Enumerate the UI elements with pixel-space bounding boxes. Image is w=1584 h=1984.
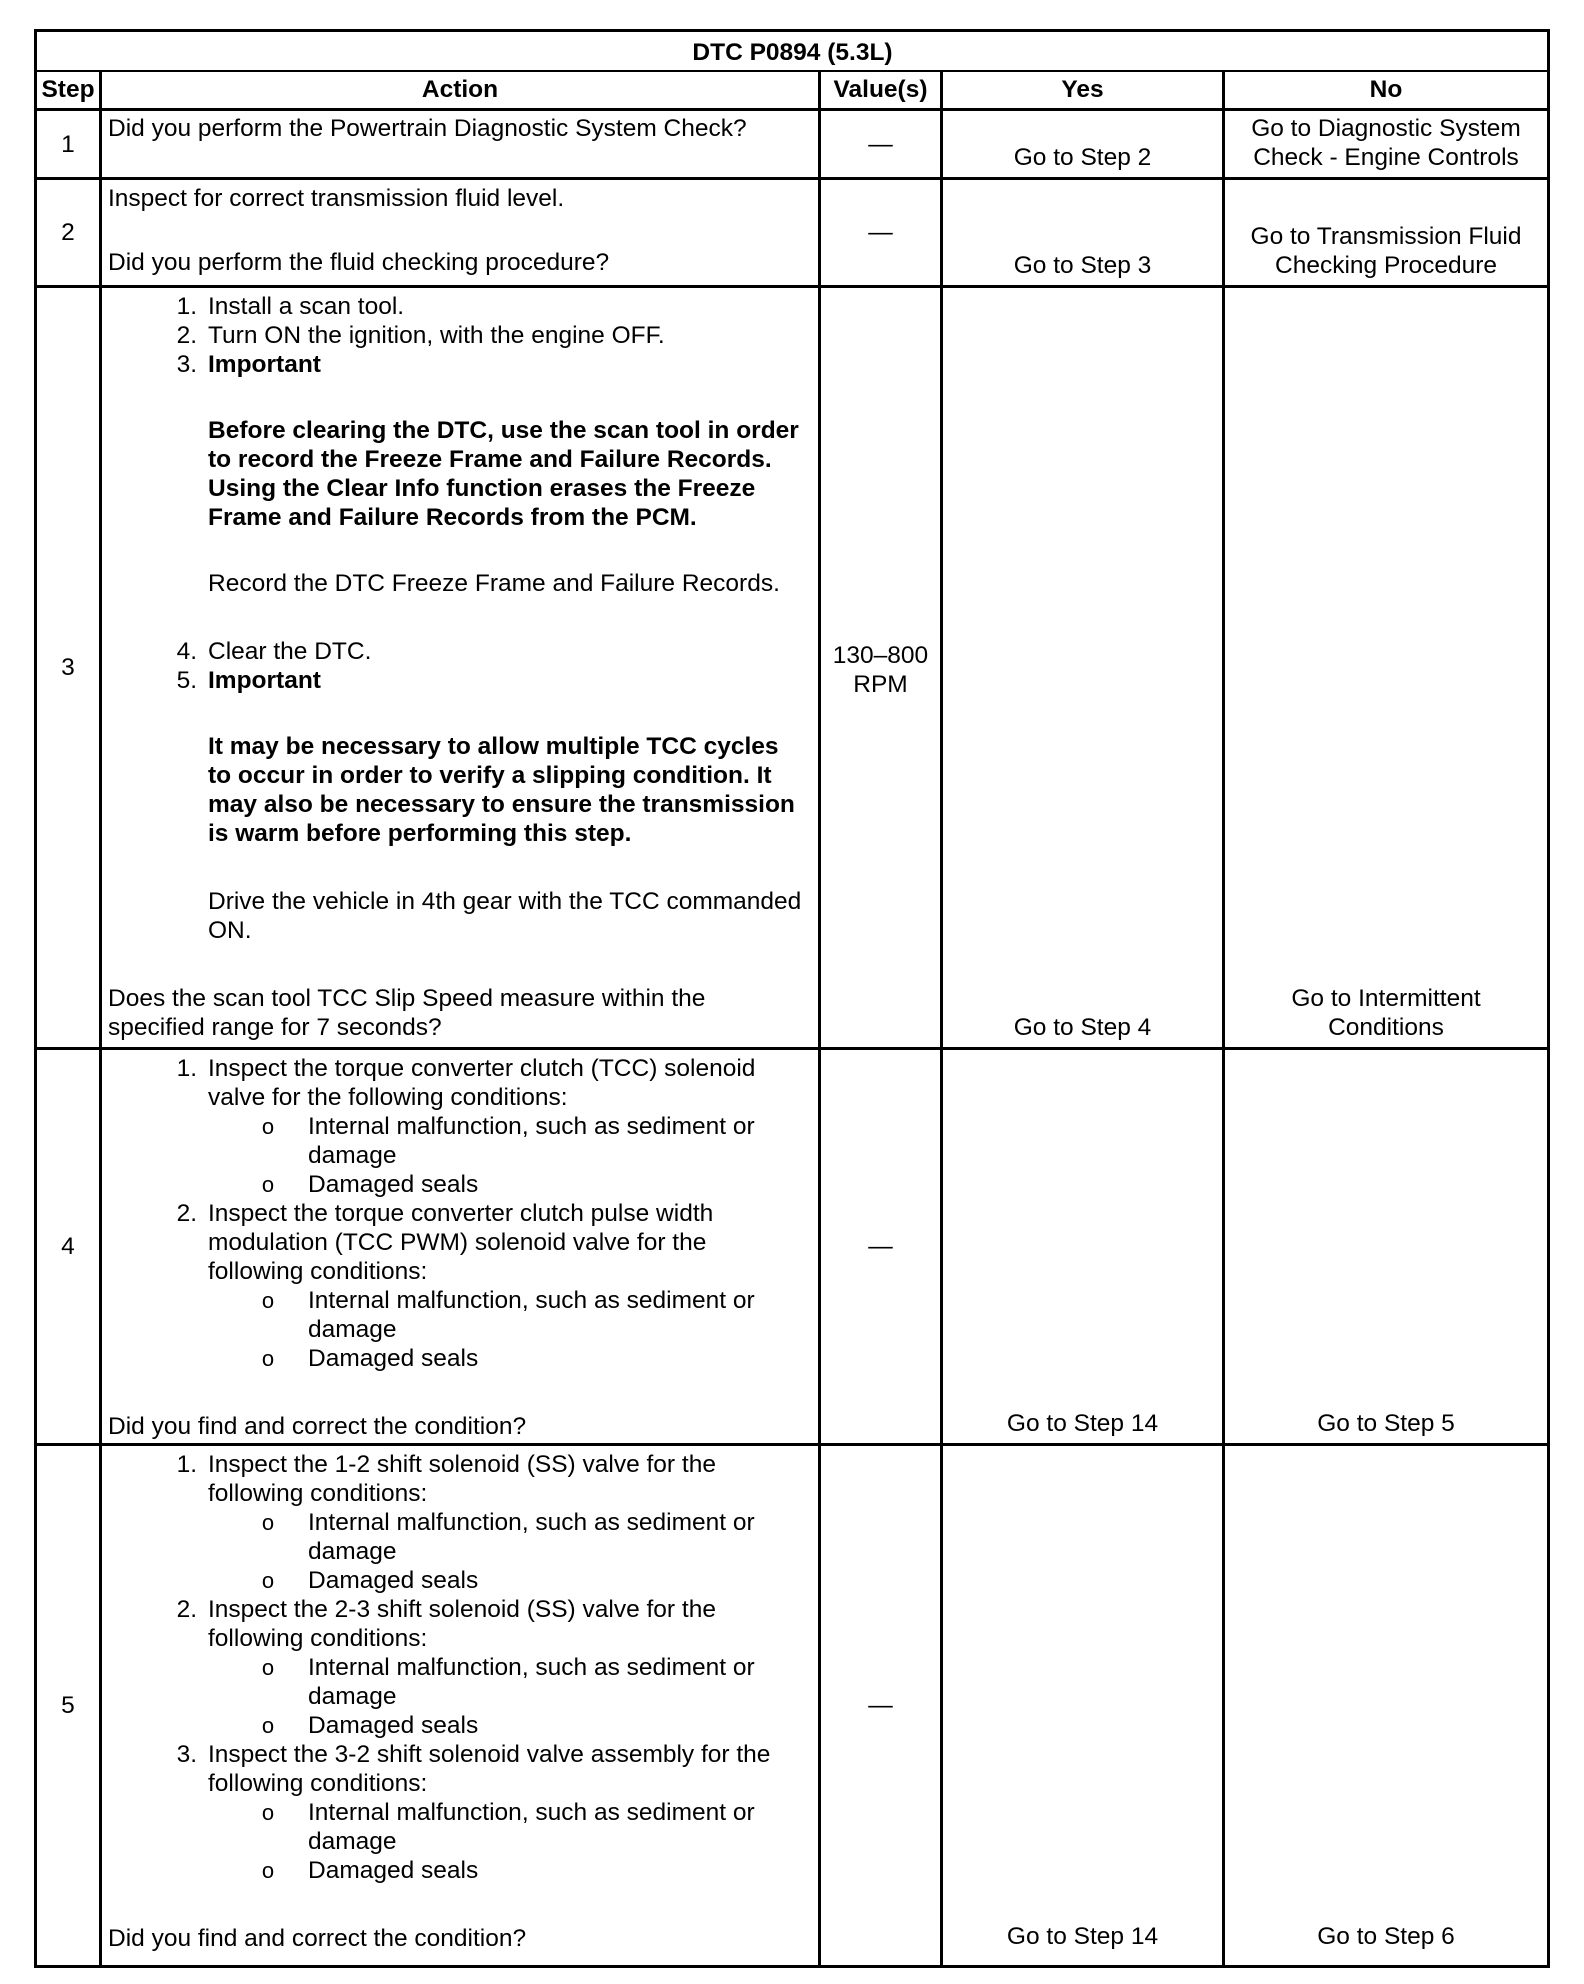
step-3-drive-line-1: Drive the vehicle in 4th gear with the TCC commanded <box>208 888 802 915</box>
step-4-item-2-bullet-1 <box>108 1286 815 1315</box>
step-2-yes: Go to Step 3 <box>1013 252 1152 279</box>
header-no: No <box>1369 76 1403 103</box>
header-step: Step <box>41 76 95 103</box>
step-3-item-2 <box>108 321 815 350</box>
step-5-question: Did you find and correct the condition? <box>108 1925 527 1952</box>
step-5-item-3-bullet-1-text: Internal malfunction, such as sediment or <box>308 1799 755 1826</box>
step-5-item-3-bullet-1-line-2: damage <box>308 1828 397 1855</box>
step-3-question <box>108 984 815 1042</box>
step-3-value <box>820 641 941 699</box>
step-5-item-1-bullet-1-line-2: damage <box>308 1538 397 1565</box>
step-3-important-label-2: Important <box>208 667 321 694</box>
step-5-item-3 <box>108 1740 815 1769</box>
bullet-icon: o <box>261 1858 275 1883</box>
step-1-label: 1 <box>61 130 75 158</box>
step-2-value <box>820 179 941 286</box>
step-4-question: Did you find and correct the condition? <box>108 1413 527 1440</box>
step-4-value-text: — <box>868 1233 893 1260</box>
step-4-item-1-bullet-1-line-2: damage <box>308 1142 397 1169</box>
step-5-item-3-bullet-1 <box>108 1798 815 1827</box>
bullet-icon: o <box>261 1655 275 1680</box>
step-5-value-text: — <box>868 1692 893 1719</box>
header-yes: Yes <box>1061 76 1104 103</box>
step-5-item-2-bullet-1-text: Internal malfunction, such as sediment or <box>308 1654 755 1681</box>
bullet-icon: o <box>261 1800 275 1825</box>
step-4-item-1 <box>108 1054 815 1083</box>
bullet-icon: o <box>261 1568 275 1593</box>
step-4-yes: Go to Step 14 <box>1006 1410 1159 1437</box>
step-5-item-2-bullet-2 <box>108 1711 815 1740</box>
step-4-label: 4 <box>61 1233 75 1260</box>
row-divider-3-4 <box>36 1047 1549 1050</box>
step-5-item-3-number: 3. <box>176 1741 197 1768</box>
step-3-item-4-number: 4. <box>176 638 197 665</box>
step-3-item-3-number: 3. <box>176 351 197 378</box>
step-4-item-2-bullet-1-line-2: damage <box>308 1316 397 1343</box>
step-2-no <box>1224 222 1548 280</box>
step-5-number <box>36 1445 100 1966</box>
step-4-item-1-bullet-1 <box>108 1112 815 1141</box>
step-3-important-note-1 <box>108 416 815 532</box>
step-5-item-2-bullet-1-line-2: damage <box>308 1683 397 1710</box>
step-3-item-1-text: Install a scan tool. <box>208 293 405 320</box>
step-2-label: 2 <box>61 219 75 246</box>
step-4-item-1-line-1: Inspect the torque converter clutch (TCC) solenoid <box>208 1055 756 1082</box>
step-4-item-2-line-3: following conditions: <box>208 1258 428 1285</box>
step-3-important-note-2-line-4: is warm before performing this step. <box>208 820 632 847</box>
step-3-drive-instruction <box>108 887 815 945</box>
bullet-icon: o <box>261 1288 275 1313</box>
step-2-number <box>36 179 100 286</box>
step-3-item-2-text: Turn ON the ignition, with the engine OFF. <box>208 322 665 349</box>
step-4-no: Go to Step 5 <box>1317 1410 1455 1437</box>
step-5-item-2 <box>108 1595 815 1624</box>
row-divider-1-2 <box>36 177 1549 180</box>
step-1-yes: Go to Step 2 <box>1013 144 1152 171</box>
bullet-icon: o <box>261 1713 275 1738</box>
step-5-action <box>101 1450 819 1953</box>
bullet-icon: o <box>261 1172 275 1197</box>
step-3-important-note-2 <box>108 732 815 848</box>
bullet-icon: o <box>261 1346 275 1371</box>
step-3-important-label: Important <box>208 351 321 378</box>
step-5-item-2-bullet-1 <box>108 1653 815 1682</box>
step-5-item-2-line-1: Inspect the 2-3 shift solenoid (SS) valve for the <box>208 1596 716 1623</box>
step-3-item-1-number: 1. <box>176 293 197 320</box>
step-3-value-line-2: RPM <box>853 671 908 698</box>
step-5-item-2-line-2: following conditions: <box>208 1625 428 1652</box>
step-5-item-1-bullet-1-text: Internal malfunction, such as sediment or <box>308 1509 755 1536</box>
step-3-label: 3 <box>61 654 75 681</box>
step-3-important-note-1-line-4: Frame and Failure Records from the PCM. <box>208 504 697 531</box>
step-4-number <box>36 1049 100 1444</box>
step-5-item-3-bullet-2 <box>108 1856 815 1885</box>
table-title: DTC P0894 (5.3L) <box>692 39 893 66</box>
step-3-no-line-1: Go to Intermittent <box>1291 985 1481 1012</box>
step-1-value-text: — <box>868 130 893 158</box>
step-5-no: Go to Step 6 <box>1317 1923 1455 1950</box>
step-5-item-3-line-2: following conditions: <box>208 1770 428 1797</box>
step-4-item-2-bullet-2-text: Damaged seals <box>308 1345 479 1372</box>
step-5-item-1 <box>108 1450 815 1479</box>
step-3-drive-line-2: ON. <box>208 917 252 944</box>
step-4-item-1-line-2: valve for the following conditions: <box>208 1084 568 1111</box>
table-border-top <box>36 29 1549 32</box>
step-5-item-1-number: 1. <box>176 1451 197 1478</box>
step-3-action <box>101 292 819 1042</box>
step-1-no <box>1224 114 1548 172</box>
bullet-icon: o <box>261 1114 275 1139</box>
step-3-question-line-1: Does the scan tool TCC Slip Speed measure within the <box>108 985 706 1012</box>
step-3-question-line-2: specified range for 7 seconds? <box>108 1014 442 1041</box>
step-3-yes: Go to Step 4 <box>1013 1014 1152 1041</box>
row-divider-4-5 <box>36 1443 1549 1446</box>
step-2-no-line-2: Checking Procedure <box>1275 252 1497 279</box>
step-2-no-line-1: Go to Transmission Fluid <box>1250 223 1522 250</box>
step-5-item-1-line-1: Inspect the 1-2 shift solenoid (SS) valve for the <box>208 1451 716 1478</box>
step-5-label: 5 <box>61 1692 75 1719</box>
step-3-no <box>1224 984 1548 1042</box>
step-5-item-2-number: 2. <box>176 1596 197 1623</box>
step-3-number <box>36 287 100 1048</box>
header-values: Value(s) <box>833 76 928 103</box>
step-2-action <box>101 184 819 277</box>
step-3-item-5-number: 5. <box>176 667 197 694</box>
step-2-question: Did you perform the fluid checking procedure? <box>108 249 610 276</box>
step-4-item-2-bullet-2 <box>108 1344 815 1373</box>
step-4-item-1-bullet-2-text: Damaged seals <box>308 1171 479 1198</box>
step-5-item-1-bullet-2-text: Damaged seals <box>308 1567 479 1594</box>
step-3-no-line-2: Conditions <box>1328 1014 1444 1041</box>
step-5-item-3-bullet-2-text: Damaged seals <box>308 1857 479 1884</box>
step-3-item-3 <box>108 350 815 379</box>
step-3-item-4 <box>108 637 815 666</box>
step-3-item-2-number: 2. <box>176 322 197 349</box>
step-4-item-2-line-2: modulation (TCC PWM) solenoid valve for the <box>208 1229 707 1256</box>
step-4-item-2-bullet-1-text: Internal malfunction, such as sediment or <box>308 1287 755 1314</box>
table-border-bottom <box>36 1965 1549 1968</box>
step-2-action-line-1: Inspect for correct transmission fluid level. <box>108 185 565 212</box>
step-5-item-2-bullet-2-text: Damaged seals <box>308 1712 479 1739</box>
step-3-item-4-text: Clear the DTC. <box>208 638 372 665</box>
step-3-item-1 <box>108 292 815 321</box>
step-3-important-note-1-line-2: to record the Freeze Frame and Failure Records. <box>208 446 772 473</box>
step-4-item-2-number: 2. <box>176 1200 197 1227</box>
step-3-important-note-2-line-2: to occur in order to verify a slipping condition. It <box>208 762 772 789</box>
step-1-no-line-1: Go to Diagnostic System <box>1251 115 1521 142</box>
step-4-item-1-number: 1. <box>176 1055 197 1082</box>
step-5-value <box>820 1445 941 1966</box>
step-1-no-line-2: Check - Engine Controls <box>1253 144 1519 171</box>
step-4-item-2 <box>108 1199 815 1228</box>
step-4-item-2-line-1: Inspect the torque converter clutch pulse width <box>208 1200 714 1227</box>
header-action: Action <box>421 76 499 103</box>
step-3-item-5 <box>108 666 815 695</box>
step-4-value <box>820 1049 941 1444</box>
step-1-number <box>36 110 100 178</box>
step-5-item-1-bullet-2 <box>108 1566 815 1595</box>
step-4-item-1-bullet-1-text: Internal malfunction, such as sediment or <box>308 1113 755 1140</box>
step-5-item-1-bullet-1 <box>108 1508 815 1537</box>
bullet-icon: o <box>261 1510 275 1535</box>
step-5-item-1-line-2: following conditions: <box>208 1480 428 1507</box>
step-4-action <box>101 1054 819 1441</box>
step-5-item-3-line-1: Inspect the 3-2 shift solenoid valve assembly for the <box>208 1741 771 1768</box>
step-5-yes: Go to Step 14 <box>1006 1923 1159 1950</box>
step-3-record-instruction: Record the DTC Freeze Frame and Failure Records. <box>208 570 780 597</box>
step-4-item-1-bullet-2 <box>108 1170 815 1199</box>
step-2-value-text: — <box>868 219 893 246</box>
step-3-important-note-1-line-3: Using the Clear Info function erases the Freeze <box>208 475 756 502</box>
step-3-important-note-2-line-3: may also be necessary to ensure the transmission <box>208 791 795 818</box>
step-1-value <box>820 110 941 178</box>
row-divider-2-3 <box>36 285 1549 288</box>
step-1-action: Did you perform the Powertrain Diagnostic System Check? <box>108 115 747 142</box>
step-3-value-line-1: 130–800 <box>832 642 929 669</box>
step-3-important-note-2-line-1: It may be necessary to allow multiple TCC cycles <box>208 733 779 760</box>
step-3-important-note-1-line-1: Before clearing the DTC, use the scan tool in order <box>208 417 799 444</box>
